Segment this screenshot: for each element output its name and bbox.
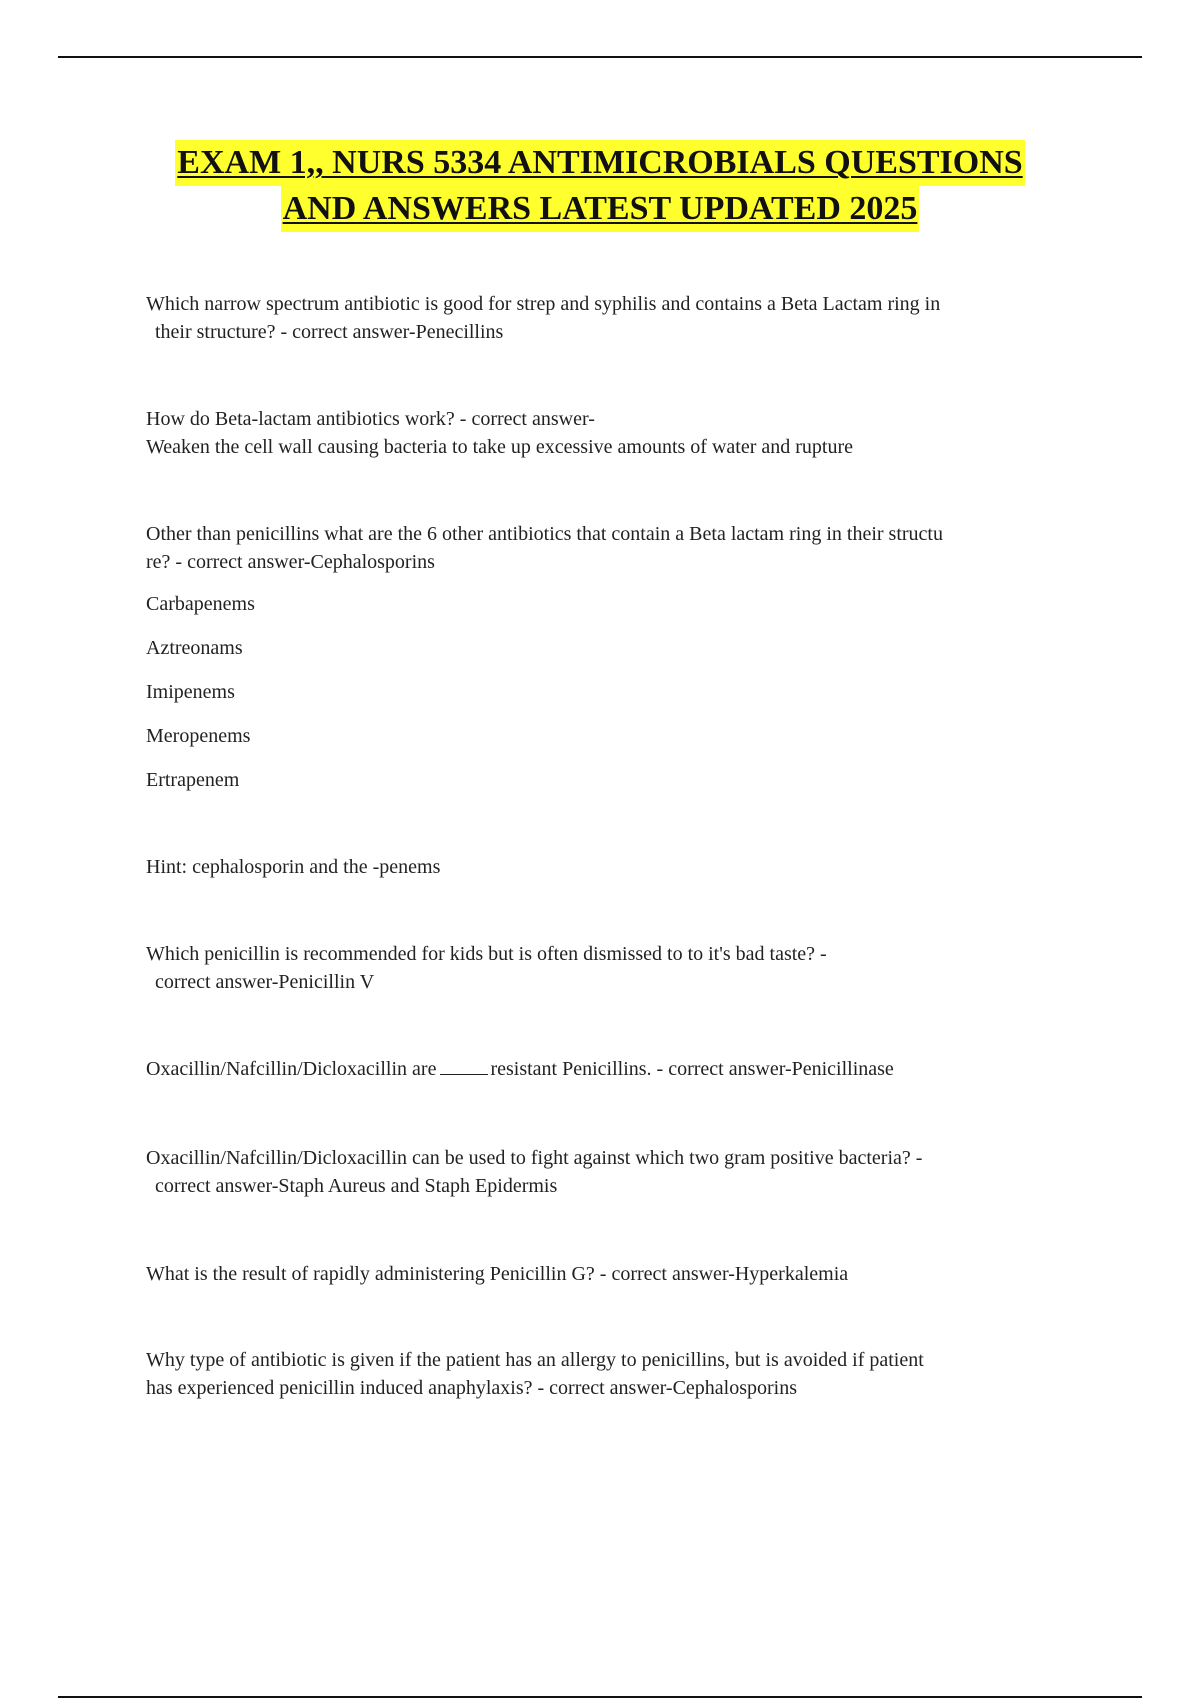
question-text: Oxacillin/Nafcillin/Dicloxacillin are xyxy=(146,1058,437,1080)
question-text: Why type of antibiotic is given if the patient has an allergy to penicillins, but is avoided if patient xyxy=(146,1349,924,1371)
answer-text: resistant Penicillins. - correct answer-Penicillinase xyxy=(490,1058,894,1080)
question-text: Which narrow spectrum antibiotic is good for strep and syphilis and contains a Beta Lactam ring in xyxy=(146,293,941,315)
list-item: Meropenems xyxy=(146,725,251,747)
answer-text: Weaken the cell wall causing bacteria to take up excessive amounts of water and rupture xyxy=(146,436,853,458)
qa-item xyxy=(146,405,1086,461)
top-rule xyxy=(58,56,1142,58)
answer-text: correct answer-Staph Aureus and Staph Epidermis xyxy=(155,1175,558,1197)
list-item: Carbapenems xyxy=(146,593,255,615)
fill-in-blank xyxy=(440,1056,488,1075)
qa-item xyxy=(146,940,1086,996)
qa-item xyxy=(146,290,1086,346)
list-item: Imipenems xyxy=(146,681,235,703)
qa-item: What is the result of rapidly administering Penicillin G? - correct answer-Hyperkalemia xyxy=(146,1263,849,1285)
qa-item xyxy=(146,1346,1086,1402)
question-text: How do Beta-lactam antibiotics work? - correct answer- xyxy=(146,408,595,430)
answer-text: their structure? - correct answer-Penecillins xyxy=(155,321,504,343)
hint-text: Hint: cephalosporin and the -penems xyxy=(146,856,441,878)
title-line-2: AND ANSWERS LATEST UPDATED 2025 xyxy=(281,186,920,232)
list-item: Ertrapenem xyxy=(146,769,240,791)
document-title xyxy=(0,140,1200,232)
answer-text: re? - correct answer-Cephalosporins xyxy=(146,551,435,573)
answer-text: correct answer-Penicillin V xyxy=(155,971,375,993)
qa-item xyxy=(146,1055,1086,1083)
answer-text: has experienced penicillin induced anaphylaxis? - correct answer-Cephalosporins xyxy=(146,1377,798,1399)
list-item: Aztreonams xyxy=(146,637,243,659)
question-text: Oxacillin/Nafcillin/Dicloxacillin can be used to fight against which two gram positive bacteria? - xyxy=(146,1147,923,1169)
qa-item xyxy=(146,1144,1086,1200)
question-text: Other than penicillins what are the 6 other antibiotics that contain a Beta lactam ring in their structu xyxy=(146,523,943,545)
title-line-1: EXAM 1,, NURS 5334 ANTIMICROBIALS QUESTIONS xyxy=(175,140,1024,186)
bottom-rule xyxy=(58,1696,1142,1698)
question-text: Which penicillin is recommended for kids but is often dismissed to to it's bad taste? - xyxy=(146,943,827,965)
qa-item xyxy=(146,520,1086,576)
